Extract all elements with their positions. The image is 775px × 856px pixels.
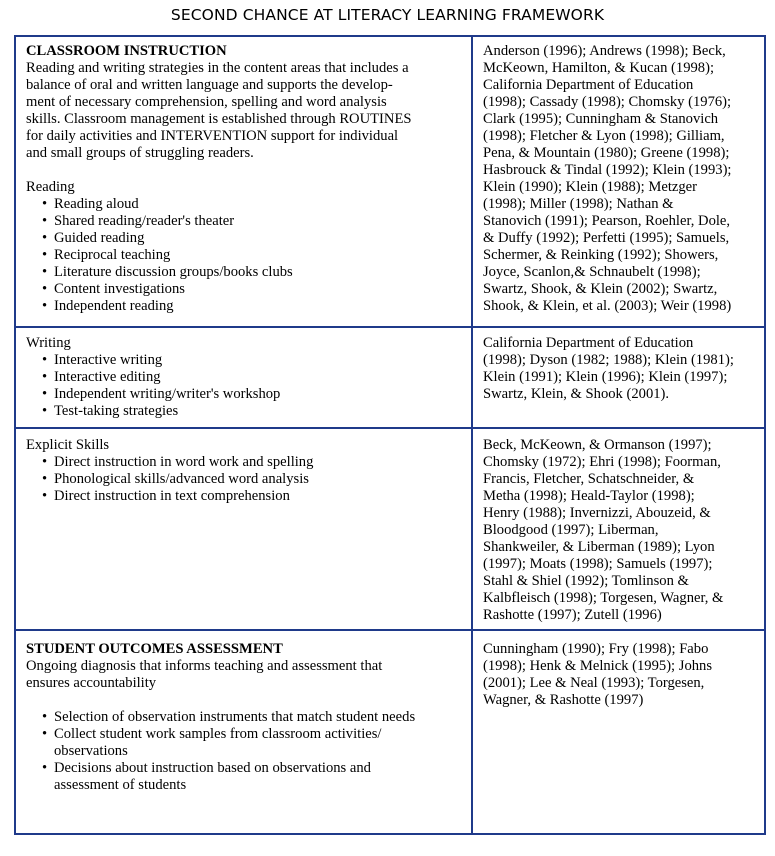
citation-line: (1998); Cassady (1998); Chomsky (1976); (483, 94, 732, 110)
classroom-instruction-description (26, 60, 466, 162)
list-item (26, 709, 466, 726)
row-divider (16, 629, 764, 631)
explicit-skills-cell (26, 437, 466, 505)
classroom-instruction-heading: CLASSROOM INSTRUCTION (26, 43, 227, 59)
citation-line: Swartz, Klein, & Shook (2001). (483, 386, 670, 402)
citation-line: Beck, McKeown, & Ormanson (1997); (483, 437, 712, 453)
reading-list (26, 196, 466, 315)
citation-line: Swartz, Shook, & Klein (2002); Swartz, (483, 281, 718, 297)
writing-list (26, 352, 466, 420)
citation-line: McKeown, Hamilton, & Kucan (1998); (483, 60, 715, 76)
list-item-line: • Selection of observation instruments that match student needs (54, 709, 416, 725)
citation-line: Metha (1998); Heald-Taylor (1998); (483, 488, 695, 504)
citation-line: Stanovich (1991); Pearson, Roehler, Dole, (483, 213, 731, 229)
description-line: balance of oral and written language and supports the develop- (26, 77, 393, 93)
column-divider (471, 37, 473, 833)
assessment-list (26, 709, 466, 794)
list-item-line: • Decisions about instruction based on observations and (54, 760, 371, 776)
reading-citations-cell (483, 43, 765, 315)
citation-line: & Duffy (1992); Perfetti (1995); Samuels, (483, 230, 730, 246)
citation-line: Stahl & Shiel (1992); Tomlinson & (483, 573, 689, 589)
citation-line: Wagner, & Rashotte (1997) (483, 692, 644, 708)
citation-line: Shankweiler, & Liberman (1989); Lyon (483, 539, 715, 555)
citation-line: (1998); Henk & Melnick (1995); Johns (483, 658, 713, 674)
citation-line: California Department of Education (483, 335, 694, 351)
citation-line: California Department of Education (483, 77, 694, 93)
citation-line: (1997); Moats (1998); Samuels (1997); (483, 556, 713, 572)
list-item: • Test-taking strategies (26, 403, 466, 420)
citation-line: Klein (1990); Klein (1988); Metzger (483, 179, 697, 195)
citation-line: (1998); Miller (1998); Nathan & (483, 196, 674, 212)
citation-line: Cunningham (1990); Fry (1998); Fabo (483, 641, 709, 657)
description-line: Reading and writing strategies in the content areas that includes a (26, 60, 409, 76)
student-outcomes-description (26, 658, 466, 692)
citation-line: Hasbrouck & Tindal (1992); Klein (1993); (483, 162, 732, 178)
writing-citations-cell (483, 335, 765, 403)
list-item: • Reciprocal teaching (26, 247, 466, 264)
citation-line: Anderson (1996); Andrews (1998); Beck, (483, 43, 726, 59)
list-item: • Direct instruction in word work and spelling (26, 454, 466, 471)
list-item: • Phonological skills/advanced word analysis (26, 471, 466, 488)
citation-line: Francis, Fletcher, Schatschneider, & (483, 471, 695, 487)
list-item: • Content investigations (26, 281, 466, 298)
citation-line: (1998); Dyson (1982; 1988); Klein (1981); (483, 352, 734, 368)
citation-line: Bloodgood (1997); Liberman, (483, 522, 659, 538)
list-item-line: observations (54, 743, 128, 759)
list-item (26, 760, 466, 794)
citation-line: Chomsky (1972); Ehri (1998); Foorman, (483, 454, 721, 470)
citation-line: Shook, & Klein, et al. (2003); Weir (1998) (483, 298, 732, 314)
description-line: ment of necessary comprehension, spelling and word analysis (26, 94, 387, 110)
description-line: Ongoing diagnosis that informs teaching and assessment that (26, 658, 383, 674)
citation-line: Klein (1991); Klein (1996); Klein (1997); (483, 369, 728, 385)
citation-line: Kalbfleisch (1998); Torgesen, Wagner, & (483, 590, 724, 606)
citation-line: Schermer, & Reinking (1992); Showers, (483, 247, 719, 263)
list-item: • Interactive editing (26, 369, 466, 386)
list-item: • Shared reading/reader's theater (26, 213, 466, 230)
description-line: and small groups of struggling readers. (26, 145, 254, 161)
row-divider (16, 326, 764, 328)
citation-line: Pena, & Mountain (1980); Greene (1998); (483, 145, 730, 161)
student-outcomes-cell (26, 641, 466, 794)
document-title: SECOND CHANCE AT LITERACY LEARNING FRAMEWORK (170, 6, 605, 24)
list-item: • Guided reading (26, 230, 466, 247)
list-item: • Reading aloud (26, 196, 466, 213)
list-item: • Independent writing/writer's workshop (26, 386, 466, 403)
list-item-line: • Collect student work samples from classroom activities/ (54, 726, 382, 742)
explicit-skills-citations-cell (483, 437, 765, 624)
description-line: skills. Classroom management is established through ROUTINES (26, 111, 412, 127)
reading-label: Reading (26, 179, 75, 195)
list-item: • Interactive writing (26, 352, 466, 369)
citation-line: Henry (1988); Invernizzi, Abouzeid, & (483, 505, 711, 521)
assessment-citations-cell (483, 641, 765, 709)
citation-line: Rashotte (1997); Zutell (1996) (483, 607, 662, 623)
list-item: • Independent reading (26, 298, 466, 315)
writing-label: Writing (26, 335, 71, 351)
citation-line: (1998); Fletcher & Lyon (1998); Gilliam, (483, 128, 725, 144)
description-line: ensures accountability (26, 675, 157, 691)
classroom-instruction-cell (26, 43, 466, 315)
writing-cell (26, 335, 466, 420)
list-item: • Direct instruction in text comprehension (26, 488, 466, 505)
explicit-skills-list (26, 454, 466, 505)
list-item-line: assessment of students (54, 777, 187, 793)
citation-line: (2001); Lee & Neal (1993); Torgesen, (483, 675, 705, 691)
row-divider (16, 427, 764, 429)
student-outcomes-heading: STUDENT OUTCOMES ASSESSMENT (26, 641, 283, 657)
description-line: for daily activities and INTERVENTION support for individual (26, 128, 399, 144)
citation-line: Clark (1995); Cunningham & Stanovich (483, 111, 719, 127)
list-item (26, 726, 466, 760)
framework-table (14, 35, 766, 835)
list-item: • Literature discussion groups/books clubs (26, 264, 466, 281)
citation-line: Joyce, Scanlon,& Schnaubelt (1998); (483, 264, 701, 280)
explicit-skills-label: Explicit Skills (26, 437, 110, 453)
